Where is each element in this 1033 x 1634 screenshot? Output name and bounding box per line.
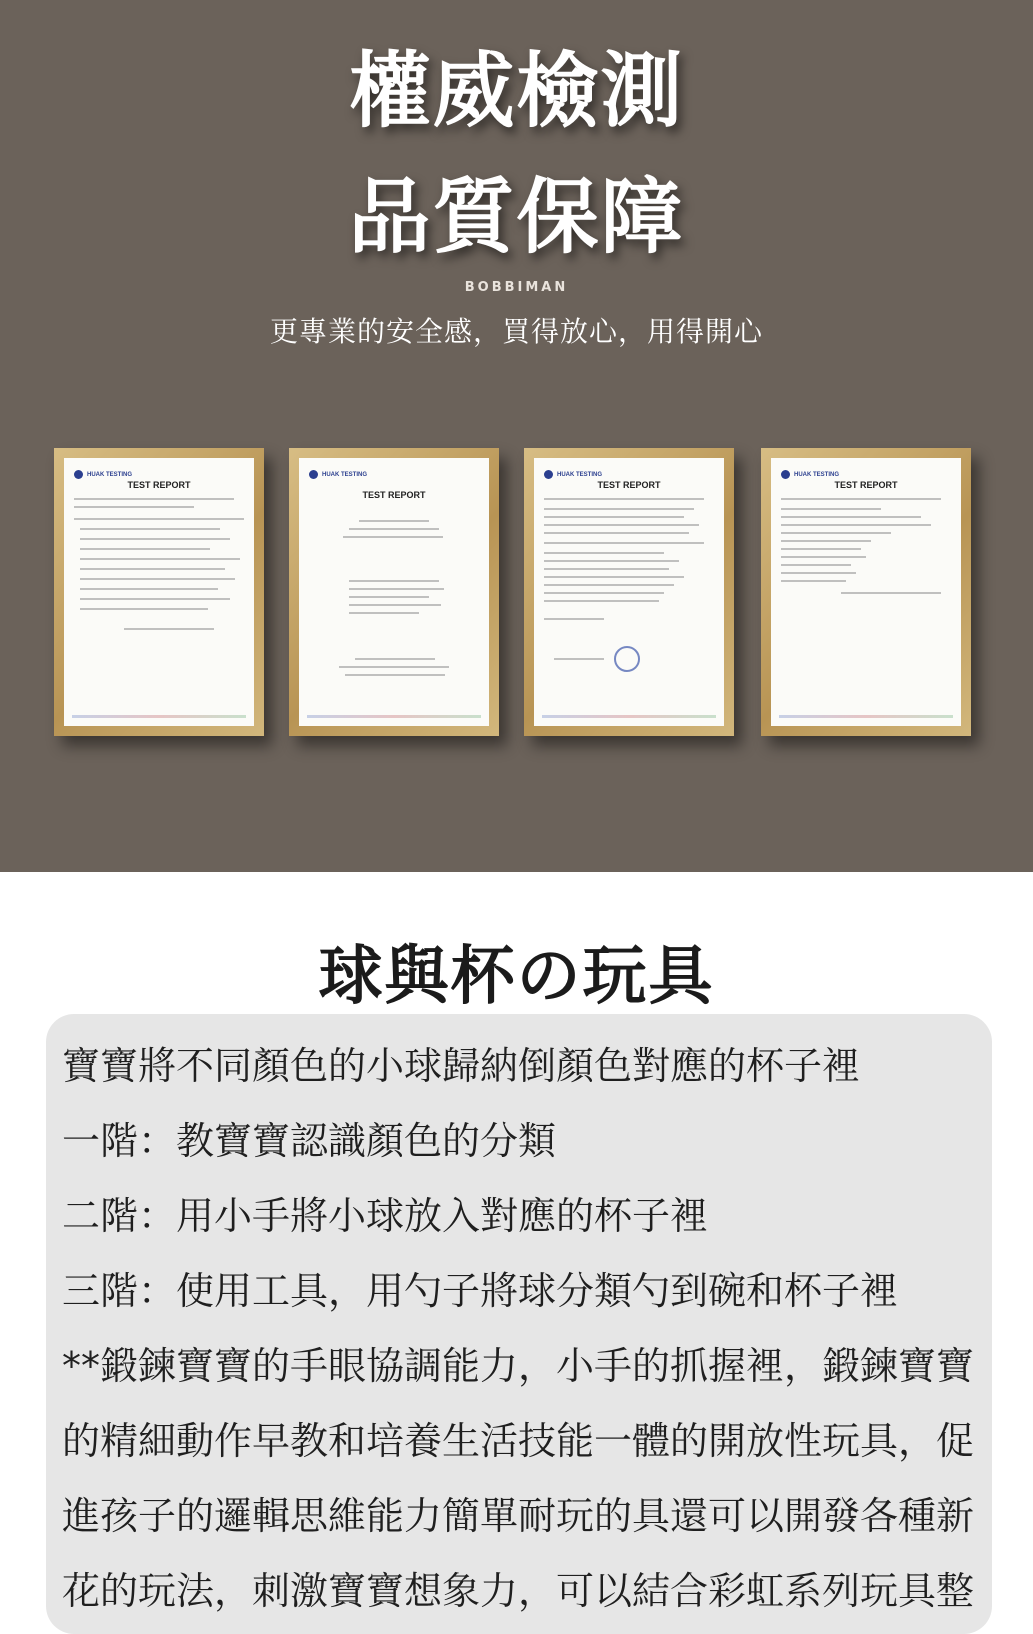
lab-logo-icon [544,470,553,479]
headline-authority: 權威檢測 [348,44,685,139]
product-title: 球與杯の玩具 [318,940,715,1014]
brand-name: BOBBIMAN [464,280,569,295]
test-report-card [524,448,734,736]
lab-logo-icon [74,470,83,479]
lab-name: HUAK TESTING [794,471,839,478]
description-line: 進孩子的邏輯思維能力簡單耐玩的具還可以開發各種新 [62,1494,975,1538]
description-line: 三階：使用工具，用勺子將球分類勺到碗和杯子裡 [62,1269,899,1313]
headline-quality: 品質保障 [348,170,685,265]
lab-logo-icon [781,470,790,479]
report-paper [299,458,489,726]
report-title: TEST REPORT [362,490,426,500]
report-paper [64,458,254,726]
lab-name: HUAK TESTING [322,471,367,478]
description-line: 寶寶將不同顏色的小球歸納倒顏色對應的杯子裡 [62,1044,861,1088]
test-report-card [761,448,971,736]
description-line: 的精細動作早教和培養生活技能一體的開放性玩具，促 [62,1419,975,1463]
report-title: TEST REPORT [597,480,661,490]
test-report-card [54,448,264,736]
product-description-box [46,1014,992,1634]
lab-name: HUAK TESTING [87,471,132,478]
report-title: TEST REPORT [127,480,191,490]
report-paper [771,458,961,726]
lab-name: HUAK TESTING [557,471,602,478]
tagline: 更專業的安全感，買得放心，用得開心 [269,315,763,348]
description-line: 花的玩法，刺激寶寶想象力，可以結合彩虹系列玩具整 [62,1569,975,1613]
certification-stamp-icon [614,646,640,672]
report-title: TEST REPORT [834,480,898,490]
report-paper [534,458,724,726]
lab-logo-icon [309,470,318,479]
description-line: 二階：用小手將小球放入對應的杯子裡 [62,1194,709,1238]
description-line: **鍛鍊寶寶的手眼協調能力，小手的抓握裡，鍛鍊寶寶 [62,1344,975,1388]
test-report-card [289,448,499,736]
description-line: 一階：教寶寶認識顏色的分類 [62,1119,557,1163]
